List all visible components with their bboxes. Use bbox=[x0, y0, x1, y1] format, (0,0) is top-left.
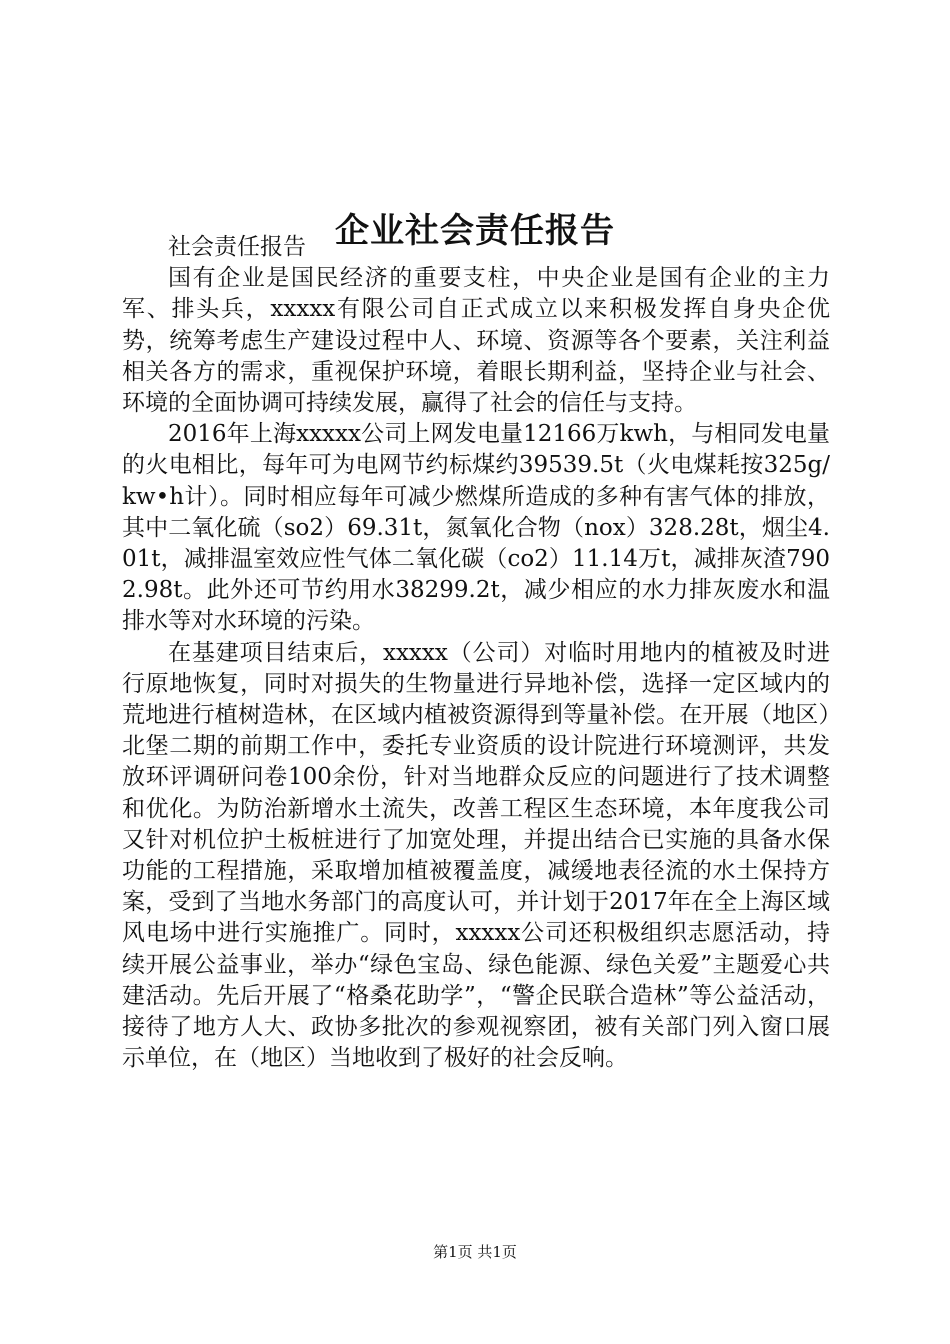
paragraph-1: 国有企业是国民经济的重要支柱，中央企业是国有企业的主力军、排头兵，xxxxx有限公司自正式成立以来积极发挥自身央企优势，统筹考虑生产建设过程中人、环境、资源等各个要素，关注利益相关各方的需求，重视保护环境，着眼长期利益，坚持企业与社会、环境的全面协调可持续发展，赢得了社会的信任与支持。 bbox=[122, 265, 830, 417]
paragraph-2: 2016年上海xxxxx公司上网发电量12166万kwh，与相同发电量的火电相比，每年可为电网节约标煤约39539.5t（火电煤耗按325g/kw•h计）。同时相应每年可减少燃煤所造成的多种有害气体的排放，其中二氧化硫（so2）69.31t，氮氧化合物（nox）328.28t，烟尘4.01t，减排温室效应性气体二氧化碳（co2）11.14万t，减排灰渣7902.98t。此外还可节约用水38299.2t，减少相应的水力排灰废水和温排水等对水环境的污染。 bbox=[122, 421, 830, 635]
page-footer: 第1页 共1页 bbox=[433, 1243, 517, 1261]
document-title: 企业社会责任报告 bbox=[335, 210, 615, 251]
subheading: 社会责任报告 bbox=[168, 234, 306, 260]
document-body bbox=[122, 232, 830, 1074]
paragraph-3: 在基建项目结束后，xxxxx（公司）对临时用地内的植被及时进行原地恢复，同时对损失的生物量进行异地补偿，选择一定区域内的荒地进行植树造林，在区域内植被资源得到等量补偿。在开展（地区）北堡二期的前期工作中，委托专业资质的设计院进行环境测评，共发放环评调研问卷100余份，针对当地群众反应的问题进行了技术调整和优化。为防治新增水土流失，改善工程区生态环境，本年度我公司又针对机位护土板桩进行了加宽处理，并提出结合已实施的具备水保功能的工程措施，采取增加植被覆盖度，减缓地表径流的水土保持方案，受到了当地水务部门的高度认可，并计划于2017年在全上海区域风电场中进行实施推广。同时，xxxxx公司还积极组织志愿活动，持续开展公益事业，举办“绿色宝岛、绿色能源、绿色关爱”主题爱心共建活动。先后开展了“格桑花助学”，“警企民联合造林”等公益活动，接待了地方人大、政协多批次的参观视察团，被有关部门列入窗口展示单位，在（地区）当地收到了极好的社会反响。 bbox=[122, 639, 830, 1072]
